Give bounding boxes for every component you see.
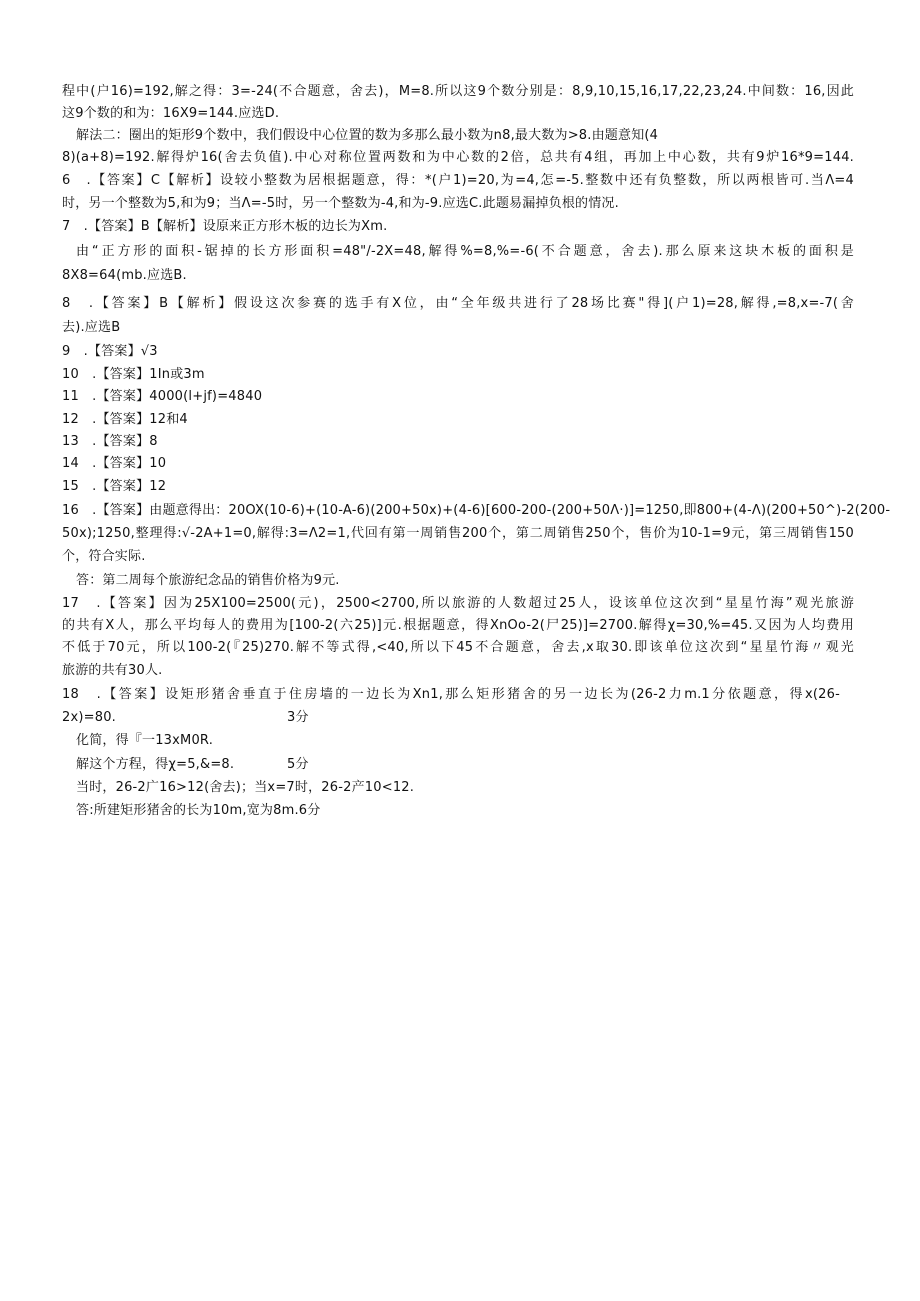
answer-10-line: 10 .【答案】1In或3m	[62, 367, 205, 382]
text-line: 答：第二周每个旅游纪念品的销售价格为9元.	[76, 573, 340, 588]
text-line: 由“正方形的面积-锯掉的长方形面积=48"/-2X=48,解得%=8,%=-6(不合题意，舍去).那么原来这块木板的面积是	[76, 244, 854, 259]
text-line: 时，另一个整数为5,和为9；当Λ=-5时，另一个整数为-4,和为-9.应选C.此题易漏掉负根的情况.	[62, 196, 619, 211]
text-line: 解这个方程，得χ=5,&=8.	[76, 757, 235, 772]
text-line: 旅游的共有30人.	[62, 663, 163, 678]
text-line: 2x)=80.	[62, 710, 117, 725]
text-line: 不低于70元，所以100-2(『25)270.解不等式得,<40,所以下45不合题意，舍去,x取30.即该单位这次到“星星竹海〃观光	[62, 640, 854, 655]
answer-8-line: 8 .【答案】B【解析】假设这次参赛的选手有X位，由“全年级共进行了28场比赛"得](户1)=28,解得,=8,x=-7(舍	[62, 296, 854, 311]
score-mark: 3分	[287, 710, 309, 725]
text-line: 的共有X人，那么平均每人的费用为[100-2(六25)]元.根据题意，得XnOo-2(尸25)]=2700.解得χ=30,%=45.又因为人均费用	[62, 618, 854, 633]
text-line: 这9个数的和为：16X9=144.应选D.	[62, 106, 280, 121]
answer-17-line: 17 .【答案】因为25X100=2500(元)，2500<2700,所以旅游的人数超过25人，设该单位这次到“星星竹海”观光旅游	[62, 596, 854, 611]
answer-15-line: 15 .【答案】12	[62, 479, 167, 494]
text-line: 8)(a+8)=192.解得炉16(舍去负值).中心对称位置两数和为中心数的2倍，总共有4组，再加上中心数，共有9炉16*9=144.	[62, 150, 854, 165]
text-line: 解法二：圈出的矩形9个数中，我们假设中心位置的数为多那么最小数为n8,最大数为>8.由题意知(4	[76, 128, 659, 143]
answer-18-line: 18 .【答案】设矩形猪舍垂直于住房墙的一边长为Xn1,那么矩形猪舍的另一边长为(26-2力m.1分依题意，得x(26-	[62, 687, 840, 702]
text-line: 化简，得『一13xM0R.	[76, 733, 214, 748]
text-line: 去).应选B	[62, 320, 121, 335]
answer-11-line: 11 .【答案】4000(l+jf)=4840	[62, 389, 263, 404]
answer-9-line: 9 .【答案】√3	[62, 344, 158, 359]
answer-16-line: 16 .【答案】由题意得出：20OX(10-6)+(10-A-6)(200+50x)+(4-6)[600-200-(200+50Λ·)]=1250,即800+(4-Λ)(200+50^)-2(200-	[62, 503, 891, 518]
text-line: 答:所建矩形猪舍的长为10m,宽为8m.6分	[76, 803, 321, 818]
answer-12-line: 12 .【答案】12和4	[62, 412, 188, 427]
answer-6-line: 6 .【答案】C【解析】设较小整数为居根据题意，得：*(户1)=20,为=4,怎=-5.整数中还有负整数，所以两根皆可.当Λ=4	[62, 173, 854, 188]
text-line: 个，符合实际.	[62, 549, 146, 564]
answer-7-line: 7 .【答案】B【解析】设原来正方形木板的边长为Xm.	[62, 219, 388, 234]
text-line: 50x);1250,整理得:√-2A+1=0,解得:3=Λ2=1,代回有第一周销售200个，第二周销售250个，售价为10-1=9元，第三周销售150	[62, 526, 854, 541]
answer-13-line: 13 .【答案】8	[62, 434, 158, 449]
score-mark: 5分	[287, 757, 309, 772]
text-line: 当时，26-2广16>12(舍去)；当x=7时，26-2产10<12.	[76, 780, 415, 795]
text-line: 8X8=64(mb.应选B.	[62, 268, 187, 283]
text-line: 程中(户16)=192,解之得：3=-24(不合题意，舍去)，M=8.所以这9个数分别是：8,9,10,15,16,17,22,23,24.中间数：16,因此	[62, 84, 854, 99]
answer-14-line: 14 .【答案】10	[62, 456, 167, 471]
